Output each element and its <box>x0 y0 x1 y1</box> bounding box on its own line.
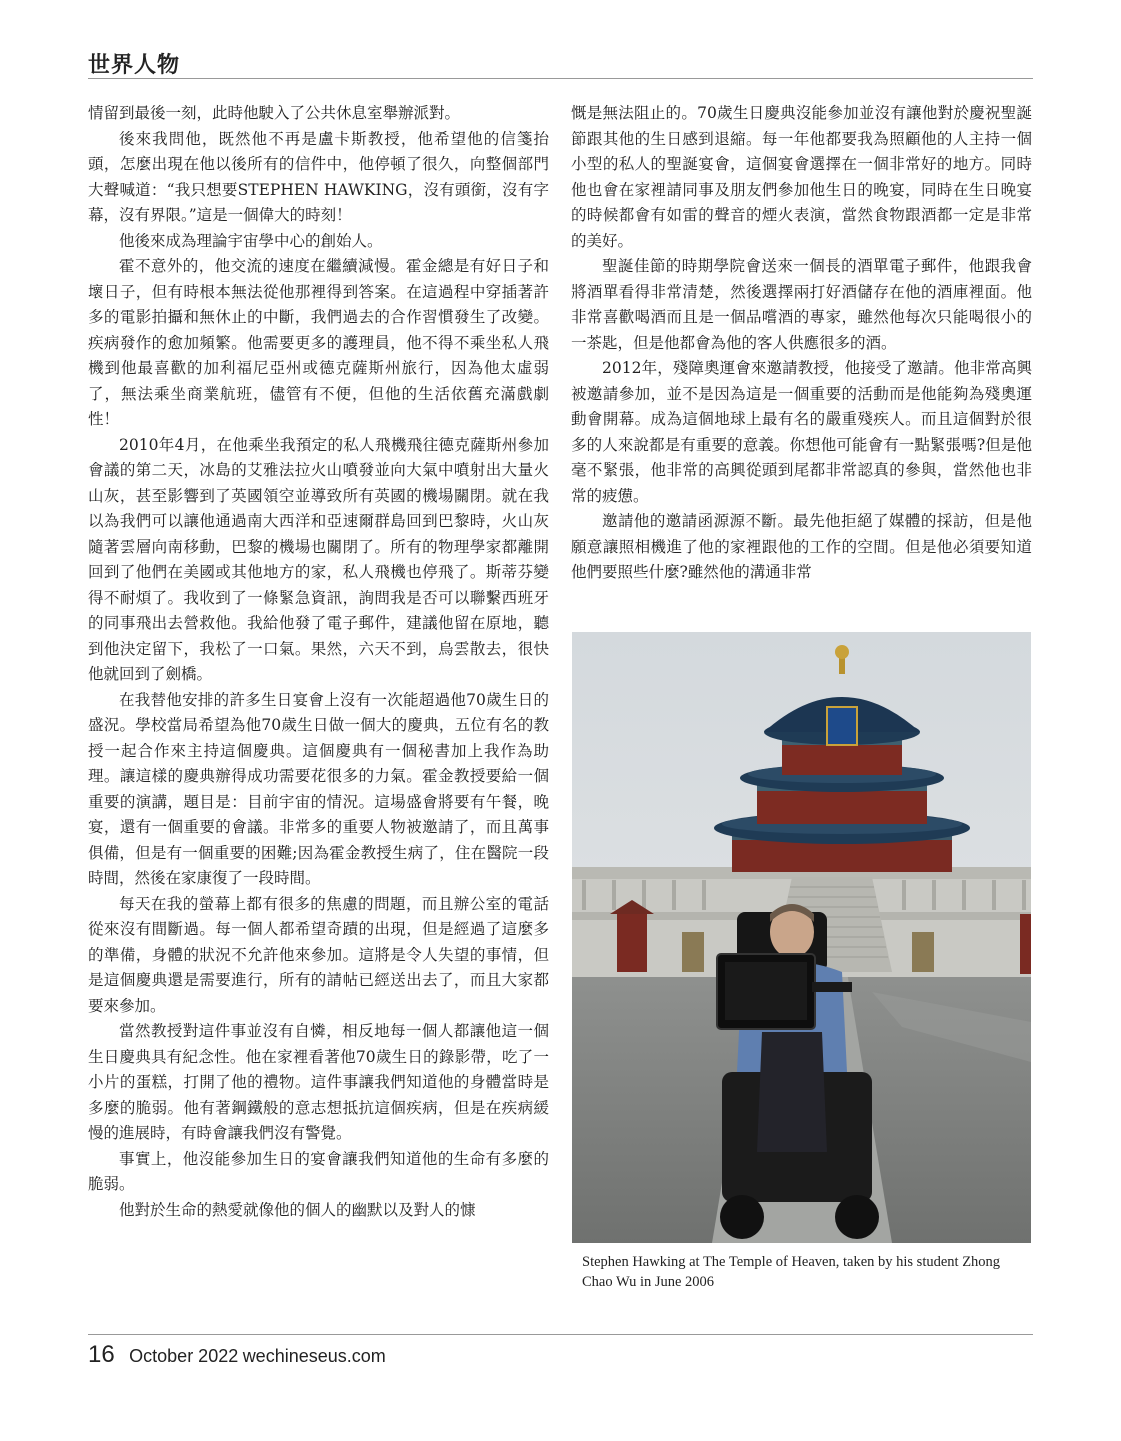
section-title: 世界人物 <box>88 52 181 78</box>
paragraph: 情留到最後一刻，此時他駛入了公共休息室舉辦派對。 <box>88 104 461 122</box>
paragraph: 2010年4月，在他乘坐我預定的私人飛機飛往德克薩斯州參加會議的第二天，冰島的艾雅法拉火山噴發並向大氣中噴射出大量火山灰，甚至影響到了英國領空並導致所有英國的機場關閉。就在我以為我們可以讓他通過南大西洋和亞速爾群島回到巴黎時，火山灰隨著雲層向南移動，巴黎的機場也關閉了。所有的物理學家都離開回到了他們在美國或其他地方的家，私人飛機也停飛了。斯蒂芬變得不耐煩了。我收到了一條緊急資訊，詢問我是否可以聯繫西班牙的同事飛出去營救他。我給他發了電子郵件，建議他留在原地，聽到他決定留下，我松了一口氣。果然，六天不到，烏雲散去，很快他就回到了劍橋。 <box>88 435 549 683</box>
paragraph: 霍不意外的，他交流的速度在繼續減慢。霍金總是有好日子和壞日子，但有時根本無法從他那裡得到答案。在這過程中穿插著許多的電影拍攝和無休止的中斷，我們過去的合作習慣發生了改變。疾病發作的愈加頻繁。他需要更多的護理員，他不得不乘坐私人飛機到他最喜歡的加利福尼亞州或德克薩斯州旅行，因為他太虛弱了，無法乘坐商業航班，儘管有不便，但他的生活依舊充滿戲劇性！ <box>88 257 549 428</box>
temple-of-heaven-photo <box>572 632 1031 1243</box>
paragraph: 邀請他的邀請函源源不斷。最先他拒絕了媒體的採訪，但是他願意讓照相機進了他的家裡跟他的工作的空間。但是他必須要知道他們要照些什麼?雖然他的溝通非常 <box>571 512 1032 581</box>
photo-caption: Stephen Hawking at The Temple of Heaven, taken by his student Zhong Chao Wu in June 2006 <box>582 1254 1001 1290</box>
paragraph: 每天在我的螢幕上都有很多的焦慮的問題，而且辦公室的電話從來沒有間斷過。每一個人都希望奇蹟的出現，但是經過了這麼多的準備，身體的狀況不允許他來參加。這將是令人失望的事情，但是這個慶典還是需要進行，所有的請帖已經送出去了，而且大家都要來參加。 <box>88 894 549 1015</box>
left-column <box>88 101 549 1223</box>
paragraph: 慨是無法阻止的。70歲生日慶典沒能參加並沒有讓他對於慶祝聖誕節跟其他的生日感到退縮。每一年他都要我為照顧他的人主持一個小型的私人的聖誕宴會，這個宴會選擇在一個非常好的地方。同時他也會在家裡請同事及朋友們參加他生日的晚宴，同時在生日晚宴的時候都會有如雷的聲音的煙火表演，當然食物跟酒都一定是非常的美好。 <box>571 104 1032 250</box>
website: wechineseus.com <box>242 1346 386 1366</box>
paragraph: 在我替他安排的許多生日宴會上沒有一次能超過他70歲生日的盛況。學校當局希望為他70歲生日做一個大的慶典，五位有名的教授一起合作來主持這個慶典。這個慶典有一個秘書加上我作為助理。讓這樣的慶典辦得成功需要花很多的力氣。霍金教授要給一個重要的演講，題目是：目前宇宙的情況。這場盛會將要有午餐，晚宴，還有一個重要的會議。非常多的重要人物被邀請了，而且萬事俱備，但是有一個重要的困難;因為霍金教授生病了，住在醫院一段時間，然後在家康復了一段時間。 <box>88 690 549 887</box>
paragraph: 事實上，他沒能參加生日的宴會讓我們知道他的生命有多麼的脆弱。 <box>88 1149 549 1193</box>
paragraph: 聖誕佳節的時期學院會送來一個長的酒單電子郵件，他跟我會將酒單看得非常清楚，然後選擇兩打好酒儲存在他的酒庫裡面。他非常喜歡喝酒而且是一個品嚐酒的專家，雖然他每次只能喝很小的一茶匙，但是他都會為他的客人供應很多的酒。 <box>571 257 1032 352</box>
paragraph: 2012年，殘障奧運會來邀請教授，他接受了邀請。他非常高興被邀請參加，並不是因為這是一個重要的活動而是他能夠為殘奧運動會開幕。成為這個地球上最有名的嚴重殘疾人。而且這個對於很多的人來說都是有重要的意義。你想他可能會有一點緊張嗎?但是他毫不緊張，他非常的高興從頭到尾都非常認真的參與，當然他也非常的疲憊。 <box>571 359 1032 505</box>
header-divider <box>88 78 1033 79</box>
page-number: 16 <box>88 1341 115 1368</box>
paragraph: 他後來成為理論宇宙學中心的創始人。 <box>119 231 383 250</box>
page-footer <box>88 1341 386 1369</box>
issue-date: October 2022 <box>129 1346 239 1366</box>
right-column <box>571 101 1032 586</box>
paragraph: 當然教授對這件事並沒有自憐，相反地每一個人都讓他這一個生日慶典具有紀念性。他在家裡看著他70歲生日的錄影帶，吃了一小片的蛋糕，打開了他的禮物。這件事讓我們知道他的身體當時是多麼的脆弱。他有著鋼鐵般的意志想抵抗這個疾病，但是在疾病緩慢的進展時，有時會讓我們沒有警覺。 <box>88 1022 549 1142</box>
paragraph: 他對於生命的熱愛就像他的個人的幽默以及對人的慷 <box>119 1200 476 1219</box>
footer-divider <box>88 1334 1033 1335</box>
paragraph: 後來我問他，既然他不再是盧卡斯教授，他希望他的信箋抬頭，怎麼出現在他以後所有的信件中，他停頓了很久，向整個部門大聲喊道：“我只想要STEPHEN HAWKING，沒有頭銜，沒有字幕，沒有界限。”這是一個偉大的時刻！ <box>88 129 549 224</box>
